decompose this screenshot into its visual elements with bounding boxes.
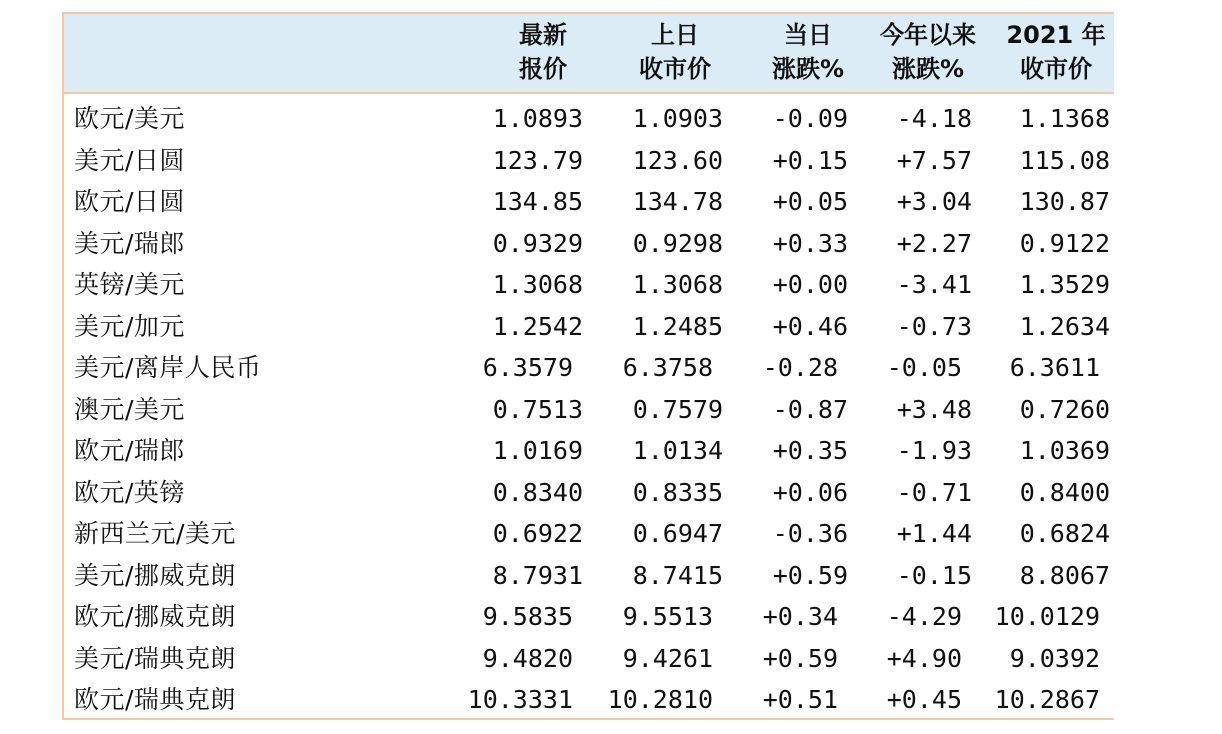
latest-quote: 123.79	[492, 145, 583, 175]
day-change: +0.46	[772, 311, 848, 341]
prev-close: 0.7579	[632, 394, 723, 424]
close-2021: 0.9122	[1019, 228, 1110, 258]
table-row	[64, 181, 1114, 223]
table-row	[64, 472, 1114, 514]
day-change: -0.28	[762, 353, 838, 382]
latest-quote: 9.4820	[482, 643, 573, 673]
ytd-change: -4.18	[896, 104, 972, 133]
table-row	[64, 555, 1114, 597]
prev-close: 8.7415	[632, 560, 723, 590]
close-2021: 1.1368	[1019, 104, 1110, 133]
ytd-change: +1.44	[896, 519, 972, 548]
day-change: +0.00	[772, 270, 848, 299]
ytd-change: -4.29	[886, 602, 962, 631]
table-row	[64, 140, 1114, 182]
table-row	[64, 98, 1114, 140]
currency-pair: 澳元/美元	[74, 394, 185, 424]
table-row	[64, 306, 1114, 348]
currency-pair: 欧元/日圆	[74, 187, 185, 216]
ytd-change: -1.93	[896, 436, 972, 465]
currency-pair: 美元/挪威克朗	[74, 560, 236, 590]
header-2021-close: 2021 年 收市价	[1006, 21, 1106, 83]
day-change: -0.36	[772, 519, 848, 548]
day-change: +0.59	[762, 643, 838, 673]
fx-rate-table	[62, 12, 1114, 720]
close-2021: 1.0369	[1019, 436, 1110, 465]
currency-pair: 欧元/美元	[74, 104, 185, 133]
close-2021: 10.2867	[994, 685, 1100, 714]
latest-quote: 9.5835	[482, 602, 573, 631]
table-row	[64, 430, 1114, 472]
ytd-change: +7.57	[896, 145, 972, 175]
prev-close: 1.2485	[632, 311, 723, 341]
currency-pair: 美元/离岸人民币	[74, 353, 262, 382]
prev-close: 0.6947	[632, 519, 723, 548]
day-change: -0.87	[772, 394, 848, 424]
prev-close: 6.3758	[622, 353, 713, 382]
prev-close: 9.4261	[622, 643, 713, 673]
day-change: +0.35	[772, 436, 848, 465]
prev-close: 134.78	[632, 187, 723, 216]
close-2021: 1.2634	[1019, 311, 1110, 341]
day-change: -0.09	[772, 104, 848, 133]
prev-close: 1.0903	[632, 104, 723, 133]
latest-quote: 1.0893	[492, 104, 583, 133]
close-2021: 130.87	[1019, 187, 1110, 216]
currency-pair: 欧元/瑞郎	[74, 436, 185, 465]
ytd-change: +3.04	[896, 187, 972, 216]
prev-close: 1.3068	[632, 270, 723, 299]
day-change: +0.15	[772, 145, 848, 175]
close-2021: 6.3611	[1009, 353, 1100, 382]
day-change: +0.33	[772, 228, 848, 258]
currency-pair: 新西兰元/美元	[74, 519, 236, 548]
ytd-change: +2.27	[896, 228, 972, 258]
prev-close: 0.8335	[632, 477, 723, 507]
currency-pair: 美元/瑞典克朗	[74, 643, 236, 673]
latest-quote: 1.0169	[492, 436, 583, 465]
ytd-change: -3.41	[896, 270, 972, 299]
prev-close: 1.0134	[632, 436, 723, 465]
currency-pair: 英镑/美元	[74, 270, 185, 299]
currency-pair: 欧元/挪威克朗	[74, 602, 236, 631]
currency-pair: 美元/加元	[74, 311, 185, 341]
close-2021: 9.0392	[1009, 643, 1100, 673]
latest-quote: 0.7513	[492, 394, 583, 424]
latest-quote: 10.3331	[467, 685, 573, 714]
ytd-change: +4.90	[886, 643, 962, 673]
table-row	[64, 638, 1114, 680]
table-row	[64, 596, 1114, 638]
header-latest-quote: 最新 报价	[519, 21, 567, 83]
prev-close: 10.2810	[607, 685, 713, 714]
ytd-change: +0.45	[886, 685, 962, 714]
close-2021: 8.8067	[1019, 560, 1110, 590]
ytd-change: +3.48	[896, 394, 972, 424]
latest-quote: 8.7931	[492, 560, 583, 590]
ytd-change: -0.15	[896, 560, 972, 590]
close-2021: 10.0129	[994, 602, 1100, 631]
table-row	[64, 223, 1114, 265]
latest-quote: 1.3068	[492, 270, 583, 299]
latest-quote: 0.6922	[492, 519, 583, 548]
prev-close: 0.9298	[632, 228, 723, 258]
latest-quote: 0.8340	[492, 477, 583, 507]
close-2021: 0.7260	[1019, 394, 1110, 424]
header-prev-close: 上日 收市价	[639, 21, 711, 83]
latest-quote: 134.85	[492, 187, 583, 216]
close-2021: 0.8400	[1019, 477, 1110, 507]
latest-quote: 6.3579	[482, 353, 573, 382]
prev-close: 123.60	[632, 145, 723, 175]
table-row	[64, 389, 1114, 431]
close-2021: 0.6824	[1019, 519, 1110, 548]
table-row	[64, 679, 1114, 721]
prev-close: 9.5513	[622, 602, 713, 631]
table-row	[64, 264, 1114, 306]
day-change: +0.59	[772, 560, 848, 590]
currency-pair: 美元/日圆	[74, 145, 185, 175]
day-change: +0.34	[762, 602, 838, 631]
table-header	[64, 14, 1114, 94]
ytd-change: -0.71	[896, 477, 972, 507]
ytd-change: -0.05	[886, 353, 962, 382]
latest-quote: 1.2542	[492, 311, 583, 341]
table-row	[64, 347, 1114, 389]
latest-quote: 0.9329	[492, 228, 583, 258]
header-ytd-change: 今年以来 涨跌%	[880, 21, 976, 83]
currency-pair: 欧元/瑞典克朗	[74, 685, 236, 714]
close-2021: 115.08	[1019, 145, 1110, 175]
header-day-change: 当日 涨跌%	[771, 21, 845, 83]
currency-pair: 欧元/英镑	[74, 477, 185, 507]
ytd-change: -0.73	[896, 311, 972, 341]
currency-pair: 美元/瑞郎	[74, 228, 185, 258]
table-body	[64, 98, 1114, 721]
close-2021: 1.3529	[1019, 270, 1110, 299]
day-change: +0.06	[772, 477, 848, 507]
day-change: +0.51	[762, 685, 838, 714]
day-change: +0.05	[772, 187, 848, 216]
table-row	[64, 513, 1114, 555]
